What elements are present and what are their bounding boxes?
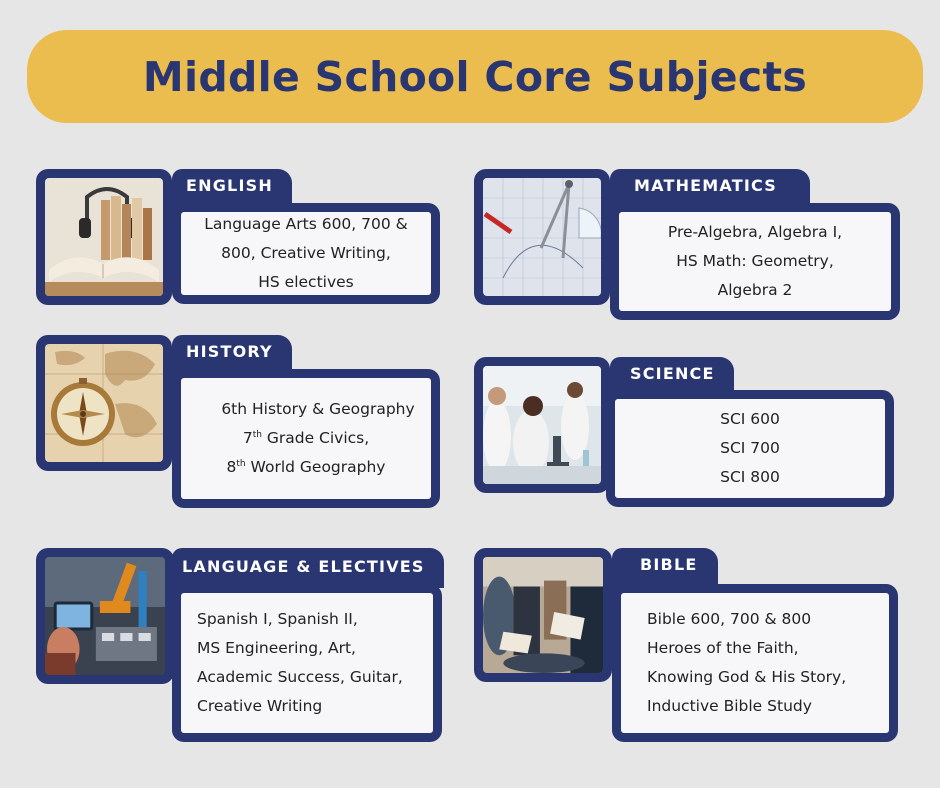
history-card [172,369,440,508]
science-label: SCIENCE [630,364,715,383]
language-electives-tab [172,548,444,588]
mathematics-line-3: Algebra 2 [717,281,793,299]
bible-line-3: Knowing God & His Story, [647,668,847,686]
mathematics-label: MATHEMATICS [634,176,777,195]
mathematics-line-1: Pre-Algebra, Algebra I, [667,223,843,241]
language-electives-label: LANGUAGE & ELECTIVES [182,557,425,576]
english-content [181,212,431,295]
bible-image-frame [474,548,612,682]
bible-line-4: Inductive Bible Study [647,697,812,715]
bible-line-1: Bible 600, 700 & 800 [647,610,812,628]
english-line-3: HS electives [258,273,354,291]
history-line-1: 6th History & Geography [221,400,415,418]
title-banner [27,30,923,123]
history-content [181,378,431,499]
english-line-2: 800, Creative Writing, [221,244,391,262]
bible-tab [612,548,718,588]
language-electives-image-frame [36,548,174,684]
science-image-frame [474,357,610,493]
language-electives-content [181,593,433,733]
language-electives-line-1: Spanish I, Spanish II, [197,610,358,628]
science-content [615,399,885,498]
page-title: Middle School Core Subjects [142,52,808,101]
robotics-engineering-photo [45,557,165,675]
bible-line-2: Heroes of the Faith, [647,639,799,657]
lab-students-photo [483,366,601,484]
compass-drafting-photo [483,178,601,296]
science-line-3: SCI 800 [720,468,780,486]
language-electives-line-2: MS Engineering, Art, [197,639,356,657]
bible-content [621,593,889,733]
history-line-3: 8th World Geography [226,458,386,476]
mathematics-card [610,203,900,320]
science-line-2: SCI 700 [720,439,780,457]
bible-card [612,584,898,742]
map-compass-photo [45,344,163,462]
language-electives-card [172,584,442,742]
books-headphones-photo [45,178,163,296]
history-image-frame [36,335,172,471]
english-card [172,203,440,304]
bible-study-group-photo [483,557,603,673]
english-image-frame [36,169,172,305]
history-line-2: 7th Grade Civics, [242,429,370,447]
english-label: ENGLISH [186,176,273,195]
mathematics-line-2: HS Math: Geometry, [676,252,834,270]
language-electives-line-3: Academic Success, Guitar, [197,668,403,686]
history-label: HISTORY [186,342,273,361]
language-electives-line-4: Creative Writing [197,697,323,715]
mathematics-content [619,212,891,311]
mathematics-image-frame [474,169,610,305]
science-line-1: SCI 600 [720,410,780,428]
science-card [606,390,894,507]
english-line-1: Language Arts 600, 700 & [204,215,408,233]
bible-label: BIBLE [640,555,698,574]
